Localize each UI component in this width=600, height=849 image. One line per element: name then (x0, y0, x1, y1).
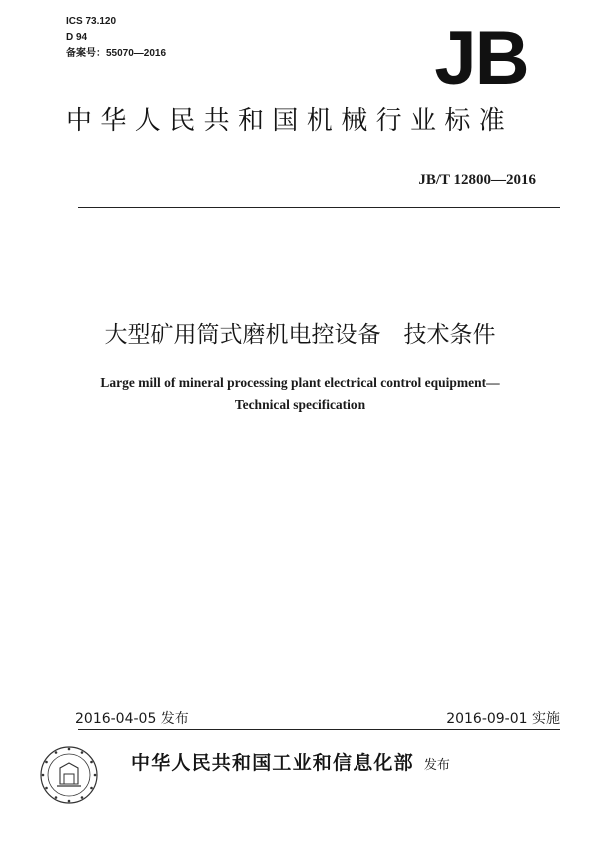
title-english-line-1: Large mill of mineral processing plant electrical control equipment— (100, 375, 500, 390)
issue-date: 2016-04-05 发布 (75, 711, 189, 727)
header-divider (78, 207, 560, 208)
classification-block (66, 14, 166, 62)
issuer-name: 中华人民共和国工业和信息化部 (131, 752, 414, 774)
ics-code: ICS 73.120 (66, 16, 117, 27)
ministry-seal-icon (38, 744, 100, 806)
issuer-verb: 发布 (423, 758, 450, 773)
record-number: 备案号：55070—2016 (66, 48, 167, 59)
jb-logo-text: JB (434, 22, 528, 92)
title-chinese: 大型矿用筒式磨机电控设备 技术条件 (104, 322, 496, 348)
title-english (0, 372, 600, 416)
title-english-line-2: Technical specification (234, 397, 366, 412)
standard-name: 中华人民共和国机械行业标准 (66, 106, 514, 136)
implementation-date: 2016-09-01 实施 (446, 711, 560, 727)
jb-logo (426, 22, 536, 92)
ccs-code: D 94 (66, 32, 88, 43)
standard-number: JB/T 12800—2016 (418, 172, 536, 188)
footer-divider (78, 729, 560, 730)
issuing-authority (131, 748, 450, 775)
